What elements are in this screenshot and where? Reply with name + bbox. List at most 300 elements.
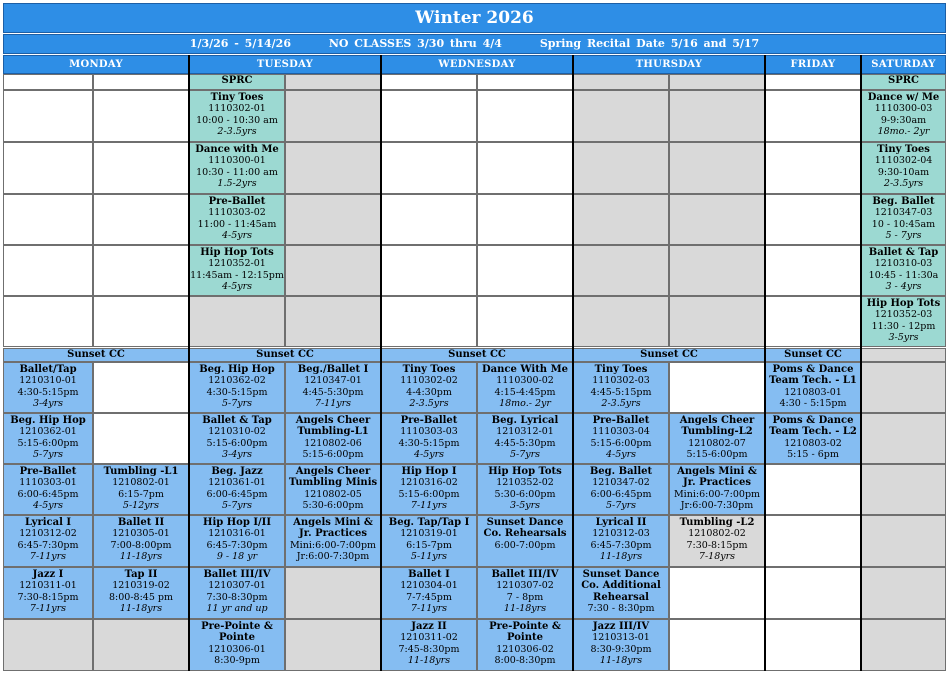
class-entry <box>190 246 284 293</box>
class-name: Poms & Dance Team Tech. - L1 <box>769 364 857 387</box>
sprc-slot <box>189 90 285 142</box>
class-ages: 5-7yrs <box>32 449 64 461</box>
class-time: 7 - 8pm <box>506 591 544 603</box>
sunset-slot <box>765 413 861 464</box>
sprc-slot <box>381 245 477 296</box>
class-name: Pre-Ballet <box>19 466 77 477</box>
sunset-slot <box>3 362 93 413</box>
sunset-slot <box>189 515 285 567</box>
class-time: 11:45am - 12:15pm <box>190 269 284 281</box>
class-entry <box>574 568 668 615</box>
sunset-slot <box>93 567 189 619</box>
class-code: 1110300-01 <box>208 155 266 167</box>
sunset-slot <box>573 567 669 619</box>
class-code: 1210361-01 <box>208 477 266 489</box>
sprc-slot <box>381 296 477 347</box>
class-name: Pre-Ballet <box>592 415 650 426</box>
sprc-slot <box>765 142 861 194</box>
class-name: Angels Cheer Tumbling-L1 <box>295 415 371 438</box>
class-code: 1110303-04 <box>592 426 650 438</box>
class-name: Tumbling -L1 <box>103 466 179 477</box>
class-code: 1110302-03 <box>592 375 650 387</box>
class-name: Pre-Ballet <box>208 196 266 207</box>
class-name: Ballet II <box>117 517 165 528</box>
sunset-slot <box>765 464 861 515</box>
class-time: 4:30 - 5:15pm <box>779 398 847 410</box>
class-entry <box>574 363 668 410</box>
class-ages: 11 yr and up <box>206 603 268 615</box>
schedule-title: Winter 2026 <box>3 3 946 33</box>
class-time: 8:30-9:30pm <box>590 643 652 655</box>
sunset-slot <box>189 464 285 515</box>
class-time: 5:15-6:00pm <box>206 437 268 449</box>
class-entry <box>478 568 572 615</box>
session-dates: 1/3/26 - 5/14/26 <box>189 37 291 50</box>
class-name: Angels Cheer Tumbling-L2 <box>679 415 755 438</box>
class-ages: 11-18yrs <box>599 551 643 563</box>
class-name: Ballet III/IV <box>203 569 271 580</box>
sunset-slot <box>93 619 189 671</box>
sprc-slot <box>573 194 669 245</box>
class-name: Tap II <box>124 569 158 580</box>
sunset-slot <box>477 413 573 464</box>
class-time: 6:00-6:45pm <box>590 488 652 500</box>
class-time: 8:00-8:30pm <box>494 655 556 667</box>
sunset-slot <box>381 619 477 671</box>
sprc-label-cell: SPRC <box>189 74 285 90</box>
class-code: 1210310-02 <box>208 426 266 438</box>
class-code: 1110302-02 <box>400 375 458 387</box>
day-header-monday: MONDAY <box>3 55 189 74</box>
class-name: Beg. Ballet <box>872 196 935 207</box>
class-time: 6:15-7pm <box>118 488 164 500</box>
class-code: 1210802-07 <box>688 437 746 449</box>
class-code: 1210802-01 <box>112 477 170 489</box>
sprc-slot <box>477 245 573 296</box>
class-code: 1210307-02 <box>496 580 554 592</box>
class-code: 6:00-7:00pm <box>494 539 556 551</box>
sunset-slot <box>93 413 189 464</box>
sprc-slot <box>573 245 669 296</box>
class-code: 1110303-02 <box>208 207 266 219</box>
class-entry <box>862 297 945 344</box>
sprc-slot <box>93 142 189 194</box>
class-code: 1210803-01 <box>784 386 842 398</box>
sprc-slot <box>573 142 669 194</box>
class-time: 7:30-8:15pm <box>686 539 748 551</box>
class-code: 7:30 - 8:30pm <box>587 603 655 615</box>
sunset-slot <box>861 413 946 464</box>
class-name: Dance With Me <box>481 364 568 375</box>
class-name: Pre-Ballet <box>400 415 458 426</box>
class-ages: 7-11yrs <box>410 603 448 615</box>
class-name: Pre-Pointe & Pointe <box>489 621 561 644</box>
class-code: 1110302-04 <box>874 155 933 167</box>
sunset-slot <box>669 362 765 413</box>
sprc-slot <box>285 142 381 194</box>
sunset-label-cell: Sunset CC <box>765 348 861 362</box>
sunset-slot <box>765 619 861 671</box>
sunset-slot <box>381 515 477 567</box>
class-ages: 5 - 7yrs <box>885 230 922 242</box>
class-ages: 4-5yrs <box>221 281 253 293</box>
class-code: 1210307-01 <box>208 580 266 592</box>
class-name: Tiny Toes <box>402 364 456 375</box>
day-header-tuesday: TUESDAY <box>189 55 381 74</box>
class-time: 7:30-8:30pm <box>206 591 268 603</box>
class-code: 1210311-02 <box>400 632 458 644</box>
class-name: Angels Mini & Jr. Practices <box>293 517 373 540</box>
class-entry <box>286 414 380 461</box>
sprc-slot <box>285 245 381 296</box>
sunset-slot <box>573 413 669 464</box>
class-time: 4:45-5:30pm <box>302 386 364 398</box>
sprc-slot <box>381 90 477 142</box>
sunset-slot <box>285 464 381 515</box>
class-name: Lyrical II <box>595 517 647 528</box>
class-code: 1210802-05 <box>304 488 362 500</box>
class-name: Pre-Pointe & Pointe <box>201 621 273 644</box>
sprc-slot <box>381 142 477 194</box>
sunset-slot <box>381 464 477 515</box>
class-name: Beg. Jazz <box>211 466 263 477</box>
class-name: Lyrical I <box>24 517 72 528</box>
class-code: 1210319-02 <box>112 580 170 592</box>
class-name: Angels Cheer Tumbling Minis <box>288 466 378 489</box>
sprc-slot <box>477 90 573 142</box>
sunset-slot <box>861 619 946 671</box>
class-time: 4:30-5:15pm <box>398 437 460 449</box>
sunset-slot <box>285 515 381 567</box>
day-divider <box>572 55 574 671</box>
class-name: Tiny Toes <box>594 364 648 375</box>
class-time: 5:15-6:00pm <box>302 449 364 461</box>
class-name: Hip Hop Tots <box>488 466 562 477</box>
class-entry <box>4 363 92 410</box>
class-entry <box>574 516 668 563</box>
class-ages: 11-18yrs <box>503 603 547 615</box>
recital-dates: Spring Recital Date 5/16 and 5/17 <box>539 37 760 50</box>
class-time: 6:45-7:30pm <box>206 539 268 551</box>
class-ages: 18mo.- 2yr <box>877 126 930 138</box>
class-time: 10:30 - 11:00 am <box>196 166 278 178</box>
class-time: 7:45-8:30pm <box>398 643 460 655</box>
class-ages: 2-3.5yrs <box>217 126 257 138</box>
class-time: 5:15 - 6pm <box>787 449 839 461</box>
class-entry <box>4 465 92 512</box>
sprc-slot <box>861 245 946 296</box>
sunset-slot <box>285 619 381 671</box>
class-code: 1210347-01 <box>304 375 362 387</box>
sprc-slot <box>3 90 93 142</box>
class-entry <box>94 465 188 512</box>
class-name: Tumbling -L2 <box>679 517 755 528</box>
class-ages: 2-3.5yrs <box>883 178 924 190</box>
sunset-slot <box>285 362 381 413</box>
class-entry <box>382 363 476 410</box>
sunset-slot <box>477 515 573 567</box>
class-entry <box>862 91 945 138</box>
class-entry <box>190 91 284 138</box>
class-entry <box>478 414 572 461</box>
class-time: Jr:6:00-7:30pm <box>296 551 370 563</box>
sunset-label-cell: Sunset CC <box>381 348 573 362</box>
class-name: Dance with Me <box>195 144 279 155</box>
sunset-slot <box>765 362 861 413</box>
class-ages: 18mo.- 2yr <box>499 398 551 410</box>
schedule-subtitle <box>3 34 946 54</box>
class-entry <box>862 195 945 242</box>
class-code: 1110303-01 <box>19 477 77 489</box>
sprc-label-cell <box>477 74 573 90</box>
class-ages: 2-3.5yrs <box>409 398 449 410</box>
class-entry <box>190 620 284 667</box>
class-ages: 5-11yrs <box>410 551 448 563</box>
sunset-slot <box>573 515 669 567</box>
class-ages: 7-11yrs <box>314 398 352 410</box>
sunset-slot <box>93 362 189 413</box>
class-name: Tiny Toes <box>877 144 930 155</box>
sunset-slot <box>669 567 765 619</box>
class-entry <box>574 414 668 461</box>
sprc-slot <box>861 194 946 245</box>
class-code: 1210352-03 <box>874 309 933 321</box>
class-time: 5:15-6:00pm <box>17 437 79 449</box>
class-name: Jazz I <box>32 569 64 580</box>
sprc-slot <box>93 90 189 142</box>
class-ages: 5-7yrs <box>221 398 253 410</box>
sunset-slot <box>861 464 946 515</box>
class-code: 1210802-02 <box>688 528 746 540</box>
sunset-slot <box>477 464 573 515</box>
class-entry <box>862 246 945 293</box>
sprc-label-cell <box>381 74 477 90</box>
sprc-slot <box>477 194 573 245</box>
class-time: 6:45-7:30pm <box>17 539 79 551</box>
class-name: Beg. Lyrical <box>491 415 559 426</box>
sunset-slot <box>189 567 285 619</box>
sprc-slot <box>765 296 861 347</box>
class-code: 1110302-01 <box>208 103 266 115</box>
class-time: 4:15-4:45pm <box>494 386 556 398</box>
sunset-slot <box>573 362 669 413</box>
sunset-slot <box>189 619 285 671</box>
day-header-friday: FRIDAY <box>765 55 861 74</box>
class-time: 10 - 10:45am <box>871 218 936 230</box>
class-code: 1210347-03 <box>874 207 933 219</box>
class-entry <box>94 516 188 563</box>
class-code: Mini:6:00-7:00pm <box>673 488 761 500</box>
class-ages: 5-7yrs <box>509 449 541 461</box>
class-code: 1210306-02 <box>496 643 554 655</box>
class-entry <box>190 363 284 410</box>
class-name: Beg. Hip Hop <box>10 415 86 426</box>
class-ages: 4-5yrs <box>413 449 445 461</box>
class-name: Beg. Tap/Tap I <box>388 517 470 528</box>
class-name: Ballet & Tap <box>868 247 939 258</box>
day-divider <box>764 55 766 671</box>
day-divider <box>188 55 190 671</box>
sunset-slot <box>189 413 285 464</box>
class-entry <box>190 414 284 461</box>
class-ages: 5-12yrs <box>122 500 160 512</box>
class-name: Tiny Toes <box>210 92 264 103</box>
class-code: 1210313-01 <box>592 632 650 644</box>
day-header-saturday: SATURDAY <box>861 55 946 74</box>
sprc-slot <box>3 296 93 347</box>
class-code: 1210304-01 <box>400 580 458 592</box>
class-ages: 3 - 4yrs <box>885 281 922 293</box>
sunset-label-cell: Sunset CC <box>189 348 381 362</box>
class-time: 4:30-5:15pm <box>17 386 79 398</box>
sunset-slot <box>765 515 861 567</box>
class-code: 1210803-02 <box>784 437 842 449</box>
class-name: Hip Hop I <box>401 466 457 477</box>
sprc-slot <box>285 90 381 142</box>
class-entry <box>670 465 764 512</box>
class-ages: 11-18yrs <box>119 603 163 615</box>
class-ages: 2-3.5yrs <box>601 398 641 410</box>
sunset-label-cell <box>861 348 946 362</box>
class-entry <box>4 414 92 461</box>
sunset-slot <box>477 362 573 413</box>
class-time: 4:45-5:15pm <box>590 386 652 398</box>
day-divider <box>860 55 862 671</box>
sprc-slot <box>765 90 861 142</box>
class-entry <box>670 414 764 461</box>
class-entry <box>574 620 668 667</box>
class-code: 1110303-03 <box>400 426 458 438</box>
sprc-slot <box>189 245 285 296</box>
sprc-slot <box>669 90 765 142</box>
class-time: 9-9:30am <box>880 114 927 126</box>
class-time: 6:15-7pm <box>406 539 452 551</box>
class-entry <box>478 363 572 410</box>
sprc-slot <box>573 90 669 142</box>
class-entry <box>478 516 572 551</box>
sunset-slot <box>285 413 381 464</box>
class-name: Ballet III/IV <box>491 569 559 580</box>
class-code: 1210316-02 <box>400 477 458 489</box>
sunset-slot <box>93 515 189 567</box>
class-time: 6:00-6:45pm <box>206 488 268 500</box>
sunset-slot <box>189 362 285 413</box>
class-entry <box>190 516 284 563</box>
class-ages: 7-11yrs <box>29 551 67 563</box>
class-time: 10:45 - 11:30a <box>868 269 939 281</box>
sunset-slot <box>669 619 765 671</box>
class-entry <box>382 516 476 563</box>
class-code: 1210362-02 <box>208 375 266 387</box>
class-time: 4:45-5:30pm <box>494 437 556 449</box>
class-ages: 7-11yrs <box>410 500 448 512</box>
sunset-slot <box>765 567 861 619</box>
class-time: 11:30 - 12pm <box>871 320 936 332</box>
class-time: 7:00-8:00pm <box>110 539 172 551</box>
class-entry <box>670 516 764 563</box>
sunset-slot <box>669 515 765 567</box>
sprc-slot <box>93 245 189 296</box>
class-ages: 3-5yrs <box>509 500 541 512</box>
sprc-slot <box>381 194 477 245</box>
class-ages: 4-5yrs <box>605 449 637 461</box>
sprc-slot <box>573 296 669 347</box>
sunset-slot <box>3 619 93 671</box>
class-entry <box>574 465 668 512</box>
sprc-slot <box>669 194 765 245</box>
class-code: 1210316-01 <box>208 528 266 540</box>
class-code: 1210305-01 <box>112 528 170 540</box>
class-code: 1210306-01 <box>208 643 266 655</box>
sprc-slot <box>477 142 573 194</box>
class-time: 5:30-6:00pm <box>494 488 556 500</box>
class-entry <box>4 568 92 615</box>
sprc-slot <box>861 142 946 194</box>
class-code: 1210310-01 <box>19 375 77 387</box>
class-code: 1210319-01 <box>400 528 458 540</box>
class-entry <box>4 516 92 563</box>
class-code: Mini:6:00-7:00pm <box>289 539 377 551</box>
sprc-slot <box>3 194 93 245</box>
class-code: 1210352-01 <box>208 258 266 270</box>
class-name: Dance w/ Me <box>867 92 940 103</box>
class-time: 5:15-6:00pm <box>398 488 460 500</box>
class-entry <box>382 568 476 615</box>
class-time: 8:00-8:45 pm <box>109 591 173 603</box>
sunset-slot <box>285 567 381 619</box>
sunset-slot <box>861 515 946 567</box>
sprc-slot <box>765 245 861 296</box>
class-entry <box>190 143 284 190</box>
class-code: 1210310-03 <box>874 258 933 270</box>
class-entry <box>286 516 380 563</box>
sunset-slot <box>477 619 573 671</box>
class-ages: 4-5yrs <box>32 500 64 512</box>
class-time: 7:30-8:15pm <box>17 591 79 603</box>
class-name: Ballet & Tap <box>202 415 272 426</box>
closure-notice: NO CLASSES 3/30 thru 4/4 <box>328 37 502 50</box>
class-time: 4:30-5:15pm <box>206 386 268 398</box>
class-entry <box>382 620 476 667</box>
sprc-slot <box>189 142 285 194</box>
sprc-slot <box>669 245 765 296</box>
class-name: Poms & Dance Team Tech. - L2 <box>769 415 857 438</box>
class-ages: 9 - 18 yr <box>216 551 258 563</box>
class-ages: 3-4yrs <box>32 398 64 410</box>
class-entry <box>190 195 284 242</box>
class-name: Beg./Ballet I <box>297 364 369 375</box>
sprc-slot <box>285 296 381 347</box>
class-code: 1110300-02 <box>496 375 554 387</box>
sprc-label-cell <box>3 74 93 90</box>
class-code: 1210802-06 <box>304 437 362 449</box>
class-ages: 11-18yrs <box>407 655 451 667</box>
sunset-slot <box>861 567 946 619</box>
class-time: 8:30-9pm <box>214 655 260 667</box>
sunset-slot <box>861 362 946 413</box>
sunset-label-cell: Sunset CC <box>573 348 765 362</box>
class-entry <box>766 363 860 410</box>
class-ages: 5-7yrs <box>221 500 253 512</box>
sunset-slot <box>3 515 93 567</box>
sunset-slot <box>3 567 93 619</box>
day-header-wednesday: WEDNESDAY <box>381 55 573 74</box>
class-code: 1210347-02 <box>592 477 650 489</box>
class-entry <box>94 568 188 615</box>
sunset-slot <box>669 413 765 464</box>
class-time: 11:00 - 11:45am <box>197 218 277 230</box>
sprc-slot <box>669 296 765 347</box>
